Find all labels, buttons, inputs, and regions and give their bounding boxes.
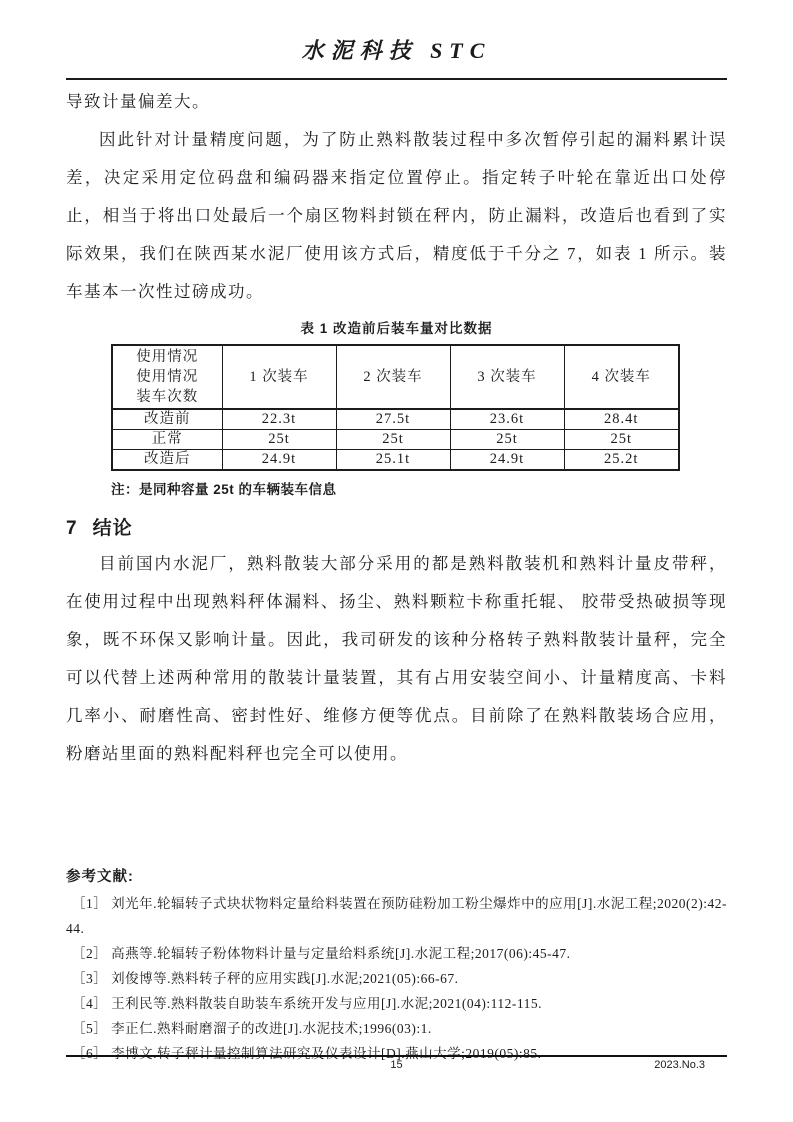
table-cell: 25.1t [336,450,450,471]
table-cell: 25t [450,430,564,450]
page-number: 15 [390,1059,403,1071]
conclusion-paragraph: 目前国内水泥厂，熟料散装大部分采用的都是熟料散装机和熟料计量皮带秤，在使用过程中出现熟料秤体漏料、扬尘、熟料颗粒卡称重托辊、 胶带受热破损等现象，既不环保又影响计量。因此，我司研发的该种分格转子熟料散装计量秤，完全可以代替上述两种常用的散装计量装置，其有占用安装空间小、计量精度高、卡料几率小、耐磨性高、密封性好、维修方便等优点。目前除了在熟料散装场合应用，粉磨站里面的熟料配料秤也完全可以使用。 [66,554,727,763]
table-note: 注：是同种容量 25t 的车辆装车信息 [111,482,337,497]
table-cell: 25.2t [564,450,679,471]
reference-item: ［4］ 王利民等.熟料散装自助装车系统开发与应用[J].水泥;2021(04):112-115. [72,996,542,1011]
row-label: 正常 [112,430,222,450]
table-cell: 22.3t [222,409,336,430]
row-label: 改造前 [112,409,222,430]
stub-line-3: 装车次数 [136,389,199,405]
column-header: 4 次装车 [564,345,679,409]
table-cell: 27.5t [336,409,450,430]
table-cell: 23.6t [450,409,564,430]
references-heading: 参考文献: [66,869,134,885]
column-header: 3 次装车 [450,345,564,409]
header-rule-divider [66,78,727,80]
table-cell: 25t [222,430,336,450]
paragraph-continuation: 导致计量偏差大。 [66,92,210,111]
table-header-row [112,345,679,409]
issue-number: 2023.No.3 [654,1059,705,1071]
loading-comparison-table [111,344,680,471]
table-header-stub-cell [112,345,222,409]
paragraph-main: 因此针对计量精度问题，为了防止熟料散装过程中多次暂停引起的漏料累计误差，决定采用定位码盘和编码器来指定位置停止。指定转子叶轮在靠近出口处停止，相当于将出口处最后一个扇区物料封锁在秤内，防止漏料，改造后也看到了实际效果，我们在陕西某水泥厂使用该方式后，精度低于千分之 7，如表 1 所示。装车基本一次性过磅成功。 [66,130,727,301]
stub-line-1: 使用情况 [136,349,199,365]
column-header: 1 次装车 [222,345,336,409]
footer-row [66,1059,727,1077]
table-cell: 25t [336,430,450,450]
section-title: 结论 [92,518,133,539]
stub-line-2: 使用情况 [136,369,199,385]
section-number: 7 [66,518,78,539]
table-cell: 24.9t [222,450,336,471]
reference-item: ［5］ 李正仁.熟料耐磨溜子的改进[J].水泥技术;1996(03):1. [72,1021,432,1036]
page-footer [66,1055,727,1077]
table-row [112,409,679,430]
reference-item: ［6］ 李博文.转子秤计量控制算法研究及仪表设计[D].燕山大学;2019(05):85. [72,1046,542,1061]
references-section [66,865,727,1066]
section-heading-conclusion [66,513,727,540]
reference-item: ［2］ 高燕等.轮辐转子粉体物料计量与定量给料系统[J].水泥工程;2017(06):45-47. [72,946,571,961]
table-cell: 24.9t [450,450,564,471]
row-label: 改造后 [112,450,222,471]
references-list [66,891,727,1066]
table-row [112,430,679,450]
table-cell: 25t [564,430,679,450]
table-caption: 表 1 改造前后装车量对比数据 [300,321,493,336]
table-row [112,450,679,471]
column-header: 2 次装车 [336,345,450,409]
table-cell: 28.4t [564,409,679,430]
footer-rule-divider [66,1055,727,1057]
journal-title: 水泥科技 STC [301,38,492,63]
reference-item: ［3］ 刘俊博等.熟料转子秤的应用实践[J].水泥;2021(05):66-67. [72,971,459,986]
reference-item: ［1］ 刘光年.轮辐转子式块状物料定量给料装置在预防硅粉加工粉尘爆炸中的应用[J].水泥工程;2020(2):42-44. [66,896,727,936]
